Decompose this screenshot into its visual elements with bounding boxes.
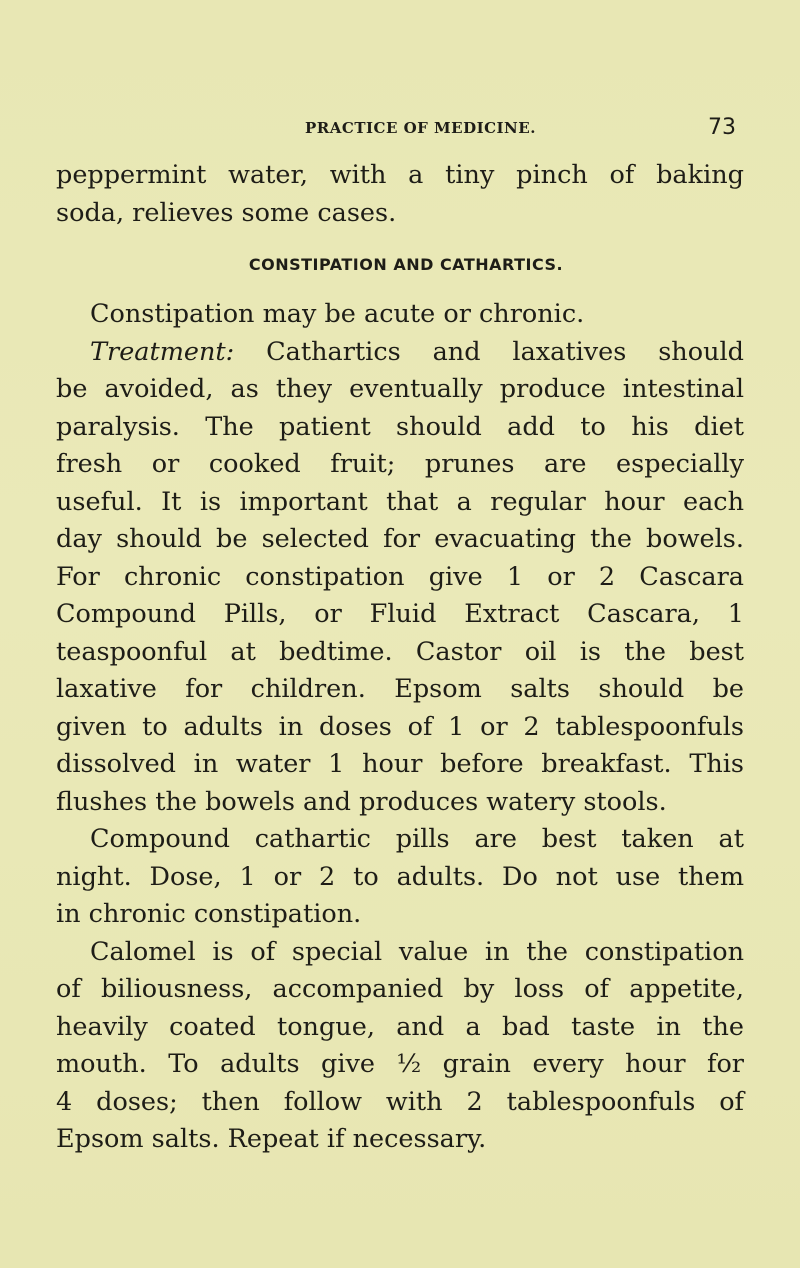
text-line: Compound Pills, or Fluid Extract Cascara, 1 [56, 599, 744, 629]
treatment-line [56, 334, 744, 372]
treatment-label: Treatment: [90, 336, 235, 367]
text-line: soda, relieves some cases. [56, 197, 397, 228]
text-line: fresh or cooked fruit; prunes are especially [56, 449, 744, 479]
text-line: day should be selected for evacuating the bowels. [56, 524, 744, 554]
text-line: of biliousness, accompanied by loss of appetite, [56, 974, 744, 1004]
text-line: laxative for children. Epsom salts should be [56, 674, 744, 704]
text-line: in chronic constipation. [56, 899, 362, 929]
section-body [56, 296, 744, 1159]
text-line: flushes the bowels and produces watery stools. [56, 786, 667, 817]
treatment-text: Cathartics and laxatives should [234, 336, 744, 367]
page-number: 73 [708, 115, 736, 140]
text-line: night. Dose, 1 or 2 to adults. Do not use them [56, 861, 744, 892]
text-line: useful. It is important that a regular hour each [56, 486, 744, 517]
text-line: mouth. To adults give ½ grain every hour for [56, 1049, 744, 1079]
text-line: be avoided, as they eventually produce intestinal [56, 374, 744, 404]
text-line: Constipation may be acute or chronic. [90, 299, 585, 329]
page-header [0, 115, 800, 140]
running-head: PRACTICE OF MEDICINE. [305, 119, 536, 137]
section-title: CONSTIPATION AND CATHARTICS. [248, 255, 564, 274]
text-line: 4 doses; then follow with 2 tablespoonfuls of [56, 1086, 744, 1117]
text-line: teaspoonful at bedtime. Castor oil is the best [56, 636, 744, 667]
intro-paragraph [56, 157, 744, 232]
text-line: For chronic constipation give 1 or 2 Cascara [56, 561, 744, 592]
text-line: dissolved in water 1 hour before breakfast. This [56, 749, 744, 779]
text-line: Epsom salts. Repeat if necessary. [56, 1124, 487, 1154]
text-line: peppermint water, with a tiny pinch of baking [56, 160, 744, 190]
text-line: heavily coated tongue, and a bad taste in the [56, 1011, 744, 1042]
text-line: paralysis. The patient should add to his diet [56, 411, 744, 442]
text-line: Compound cathartic pills are best taken at [90, 824, 744, 854]
text-line: given to adults in doses of 1 or 2 tablespoonfuls [56, 711, 744, 742]
text-line: Calomel is of special value in the constipation [90, 936, 744, 967]
